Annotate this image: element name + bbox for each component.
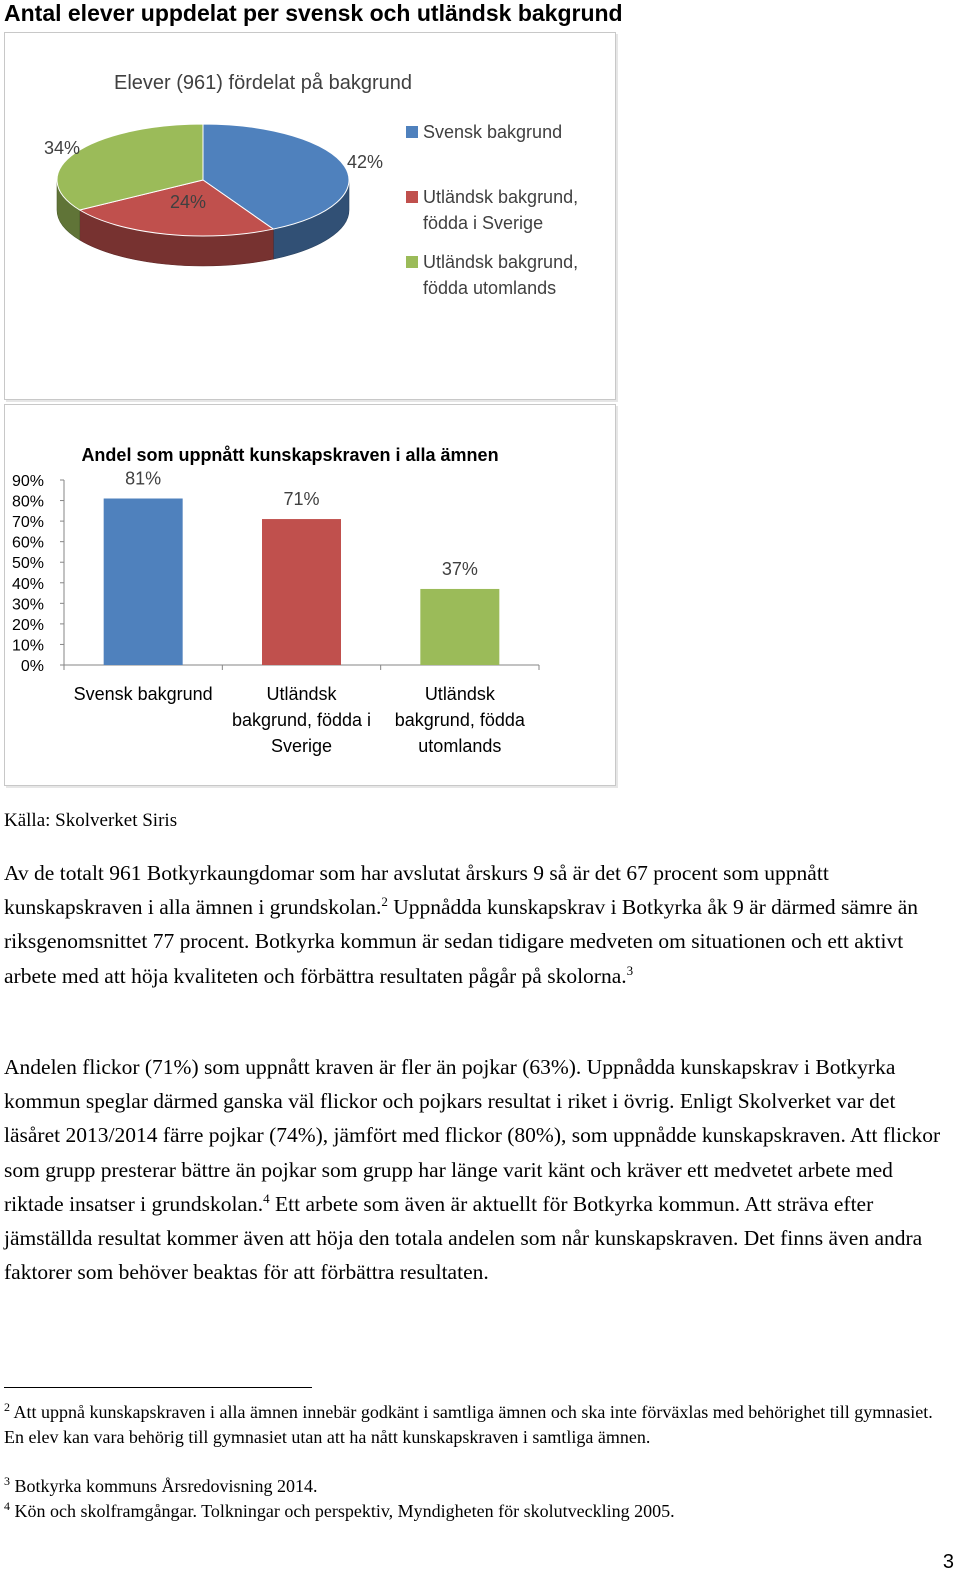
bar-chart-title: Andel som uppnått kunskapskraven i alla ämnen	[81, 445, 499, 465]
paragraph-1-text-a: Av de totalt 961 Botkyrkaungdomar som har avslutat årskurs 9 så är det 67 procent som uppnått kunskapskraven i alla ämnen i grundskolan.	[4, 861, 829, 920]
y-tick-label-1: 10%	[11, 637, 44, 655]
footnote-divider	[4, 1387, 312, 1388]
y-tick-label-4: 40%	[11, 575, 44, 593]
footnote-2	[4, 1400, 944, 1450]
bar-1	[104, 499, 183, 666]
pie-label-1: 42%	[346, 152, 384, 172]
pie-chart-title: Elever (961) fördelat på bakgrund	[114, 72, 412, 94]
footnote-ref-2[interactable]: 2	[381, 894, 388, 910]
legend-label-2-2: födda i Sverige	[423, 213, 544, 233]
footnote-4-text: Kön och skolframgångar. Tolkningar och perspektiv, Myndigheten för skolutveckling 2005.	[10, 1501, 675, 1521]
source-note: Källa: Skolverket Siris	[4, 810, 178, 831]
footnote-ref-4[interactable]: 4	[263, 1190, 270, 1206]
pie-chart	[5, 33, 615, 399]
category-label-2-3: Sverige	[270, 736, 333, 756]
pie-label-2: 24%	[169, 192, 207, 212]
footnote-4	[4, 1499, 944, 1524]
category-label-3-1: Utländsk	[424, 684, 495, 704]
y-tick-label-0: 0%	[20, 658, 44, 675]
bar-label-3: 37%	[441, 558, 478, 579]
legend-swatch-1	[406, 126, 418, 138]
bar-2	[262, 519, 341, 665]
legend-label-3-1: Utländsk bakgrund,	[423, 252, 579, 272]
legend-swatch-2	[406, 191, 418, 203]
category-label-2-2: bakgrund, födda i	[231, 710, 372, 730]
bar-label-2: 71%	[283, 489, 320, 510]
y-tick-label-3: 30%	[11, 596, 44, 614]
bar-chart	[5, 405, 615, 785]
paragraph-2-text-a: Andelen flickor (71%) som uppnått kraven är fler än pojkar (63%). Uppnådda kunskapskrav i Botkyrka kommun speglar därmed ganska väl flickor och pojkars resultat i riket i övrig. Enligt Skolverket var det läsåret 2013/2014 färre pojkar (74%), jämfört med flickor (80%), som uppnådde kunskapskraven. Att flickor som grupp presterar bättre än pojkar som grupp har länge varit känt och kräver ett medvetet arbete med riktade insatser i grundskolan.	[4, 1055, 941, 1216]
footnote-4-number: 4	[4, 1499, 10, 1513]
y-tick-label-7: 70%	[11, 514, 44, 532]
bar-chart-panel	[4, 404, 616, 786]
paragraph-2	[4, 1050, 944, 1289]
legend-swatch-3	[406, 256, 418, 268]
footnote-3-text: Botkyrka kommuns Årsredovisning 2014.	[10, 1476, 318, 1496]
category-label-1-1: Svensk bakgrund	[73, 684, 213, 704]
y-tick-label-6: 60%	[11, 534, 44, 552]
page-heading: Antal elever uppdelat per svensk och utländsk bakgrund	[4, 0, 623, 26]
category-label-2-1: Utländsk	[266, 684, 337, 704]
y-tick-label-9: 90%	[11, 473, 44, 490]
footnote-2-text: Att uppnå kunskapskraven i alla ämnen innebär godkänt i samtliga ämnen och ska inte förväxlas med behörighet till gymnasiet. En elev kan vara behörig till gymnasiet utan att ha nått kunskapskraven i samtliga ämnen.	[4, 1402, 933, 1447]
category-label-3-3: utomlands	[418, 736, 502, 756]
y-tick-label-2: 20%	[11, 616, 44, 634]
legend-label-3-2: födda utomlands	[423, 278, 557, 298]
footnote-3	[4, 1474, 944, 1499]
bar-label-1: 81%	[125, 468, 162, 489]
page-number: 3	[942, 1551, 954, 1573]
footnote-3-number: 3	[4, 1474, 10, 1488]
category-label-3-2: bakgrund, födda	[394, 710, 525, 730]
paragraph-2-text-b: Ett arbete som även är aktuellt för Botkyrka kommun. Att sträva efter jämställda resultat kommer även att höja den totala andelen som når kunskapskraven. Det finns även andra faktorer som behöver beaktas för att förbättra resultaten.	[4, 1191, 923, 1285]
pie-chart-panel	[4, 32, 616, 400]
bar-bars	[104, 499, 500, 666]
paragraph-1	[4, 856, 944, 993]
footnote-ref-3[interactable]: 3	[626, 962, 634, 978]
footnote-2-number: 2	[4, 1400, 10, 1414]
legend-label-1-1: Svensk bakgrund	[423, 122, 563, 142]
legend-label-2-1: Utländsk bakgrund,	[423, 187, 579, 207]
y-tick-label-5: 50%	[11, 555, 44, 573]
bar-category-labels	[74, 684, 526, 756]
pie-label-3: 34%	[43, 138, 81, 158]
y-tick-label-8: 80%	[11, 493, 44, 511]
bar-3	[420, 589, 499, 665]
pie-slices	[57, 124, 349, 236]
pie-legend	[406, 122, 578, 298]
paragraph-1-text-b: Uppnådda kunskapskrav i Botkyrka åk 9 är därmed sämre än riksgenomsnittet 77 procent. Botkyrka kommun är sedan tidigare medveten om situationen och ett aktivt arbete med att höja kvaliteten och förbättra resultaten pågår på skolorna.	[4, 895, 919, 988]
